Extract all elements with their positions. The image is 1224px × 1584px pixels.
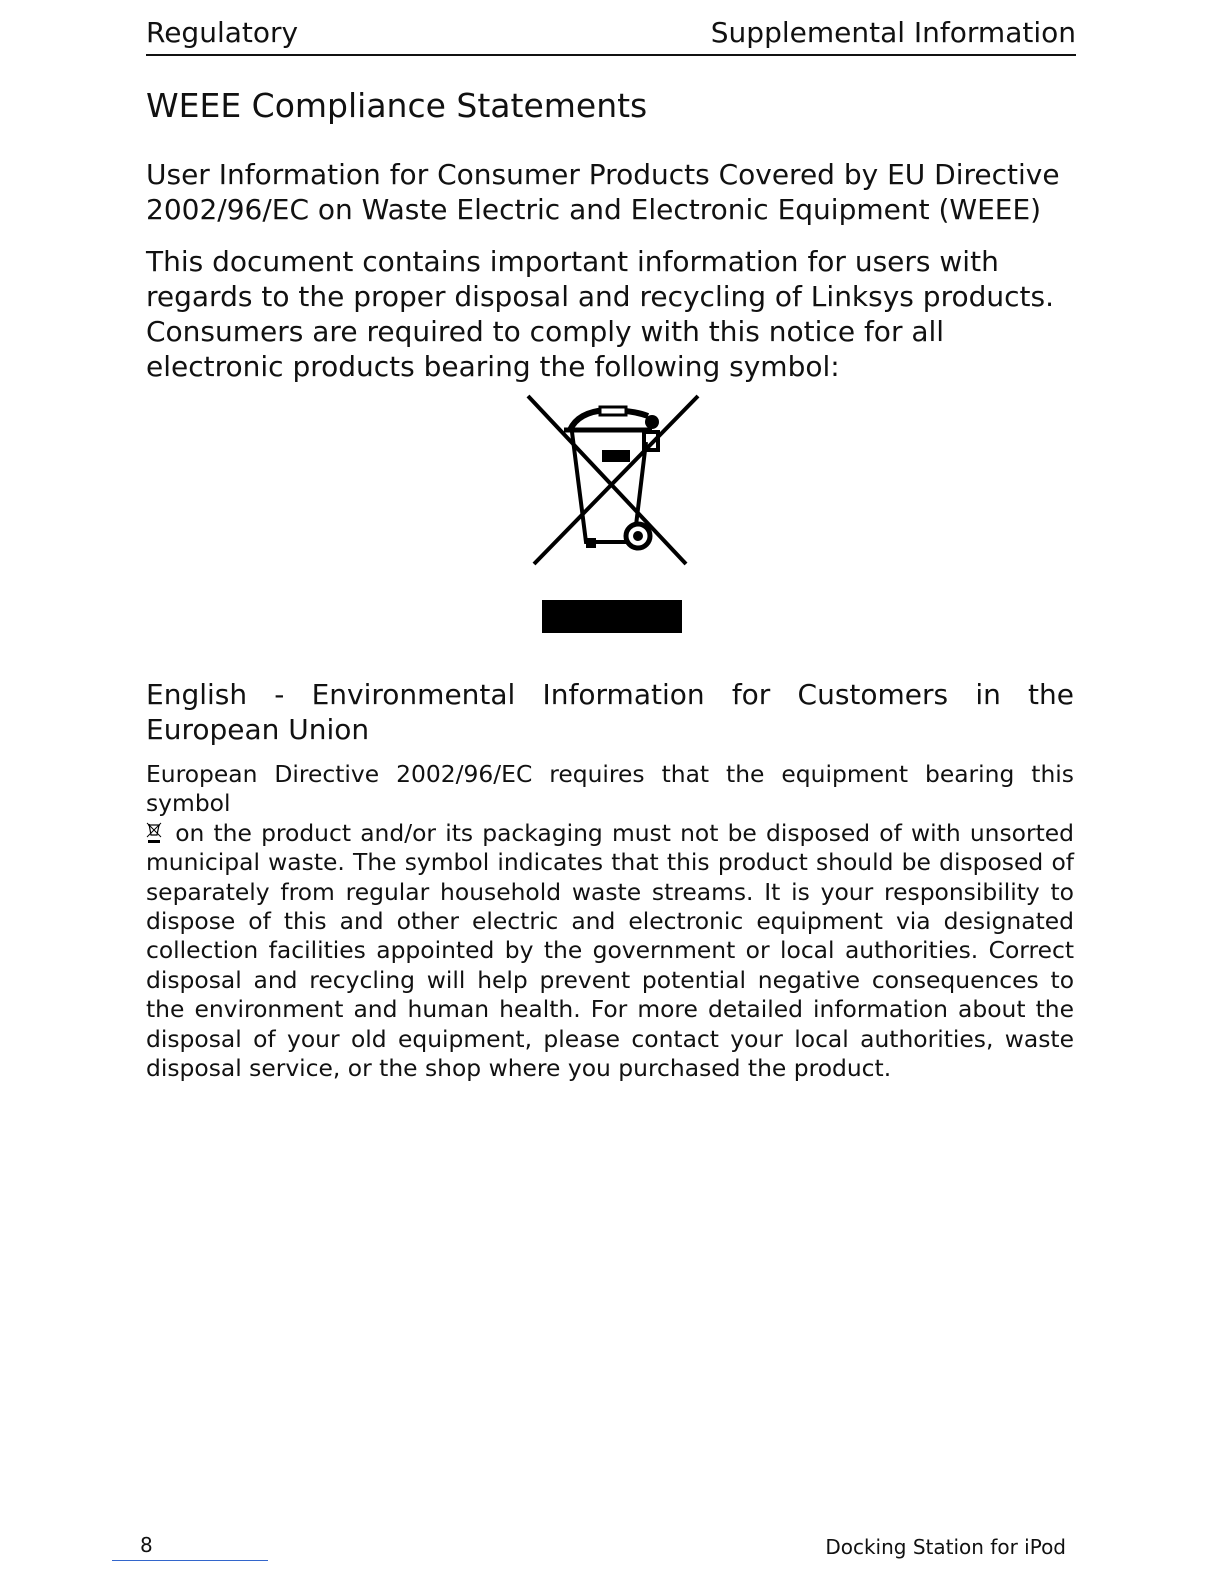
body-text-start: European Directive 2002/96/EC requires that the equipment bearing this symbol [146, 760, 1074, 818]
directive-subheading: User Information for Consumer Products Covered by EU Directive 2002/96/EC on Waste Electric and Electronic Equipment (WEEE) [146, 158, 1060, 226]
header-chapter-label: Supplemental Information [710, 16, 1076, 49]
section-body [146, 760, 1074, 1083]
header-section-label: Regulatory [146, 16, 299, 49]
section-heading: English - Environmental Information for Customers in the European Union [146, 678, 1074, 746]
crossed-out-wheelie-bin-icon [520, 392, 710, 642]
page-title: WEEE Compliance Statements [146, 86, 648, 125]
footer-product-name: Docking Station for iPod [825, 1535, 1066, 1559]
page-header [146, 14, 1076, 56]
small-weee-icon [146, 822, 162, 844]
intro-paragraph: This document contains important information for users with regards to the proper disposal and recycling of Linksys products. Consumers are required to comply with this notice for all electronic products bearing the following symbol: [146, 245, 1054, 383]
weee-symbol [520, 392, 710, 642]
page-number: 8 [140, 1533, 153, 1557]
body-text-rest: on the product and/or its packaging must not be disposed of with unsorted municipal waste. The symbol indicates that this product should be disposed of separately from regular household waste streams. It is your responsibility to dispose of this and other electric and electronic equipment via designated collection facilities appointed by the government or local authorities. Correct disposal and recycling will help prevent potential negative consequences to the environment and human health. For more detailed information about the disposal of your old equipment, please contact your local authorities, waste disposal service, or the shop where you purchased the product. [146, 818, 1074, 1083]
footer-rule [112, 1560, 268, 1561]
